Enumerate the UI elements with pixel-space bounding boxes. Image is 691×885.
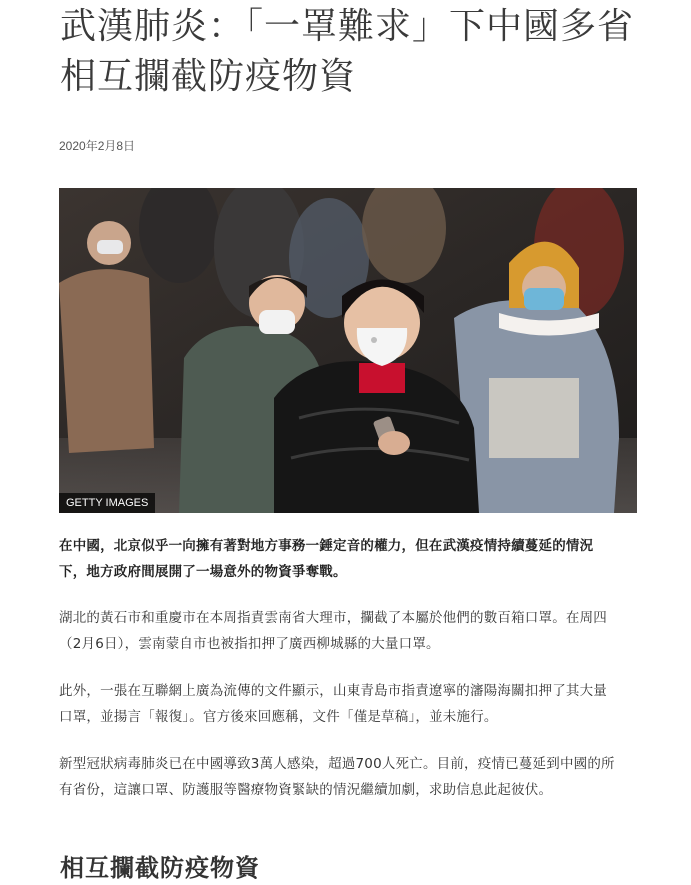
publish-date: 2020年2月8日 — [59, 139, 136, 153]
lead-paragraph: 在中國，北京似乎一向擁有著對地方事務一錘定音的權力，但在武漢疫情持續蔓延的情況下，地方政府間展開了一場意外的物資爭奪戰。 — [59, 538, 594, 580]
body-paragraph: 新型冠狀病毒肺炎已在中國導致3萬人感染，超過700人死亡。目前，疫情已蔓延到中國的所有省份，這讓口罩、防護服等醫療物資緊缺的情況繼續加劇，求助信息此起彼伏。 — [59, 756, 615, 798]
hero-photo — [59, 188, 637, 513]
section-subheading: 相互攔截防疫物資 — [60, 853, 260, 882]
body-paragraph: 此外，一張在互聯網上廣為流傳的文件顯示，山東青島市指責遼寧的瀋陽海關扣押了其大量口罩，並揚言「報復」。官方後來回應稱，文件「僅是草稿」，並未施行。 — [59, 683, 607, 725]
street-crowd-photo — [59, 188, 637, 513]
image-credit: GETTY IMAGES — [59, 493, 155, 513]
body-paragraph: 湖北的黃石市和重慶市在本周指責雲南省大理市，攔截了本屬於他們的數百箱口罩。在周四（2月6日），雲南蒙自市也被指扣押了廣西柳城縣的大量口罩。 — [59, 610, 607, 652]
article-body — [59, 533, 619, 824]
article-headline: 武漢肺炎：「一罩難求」下中國多省相互攔截防疫物資 — [60, 6, 635, 97]
